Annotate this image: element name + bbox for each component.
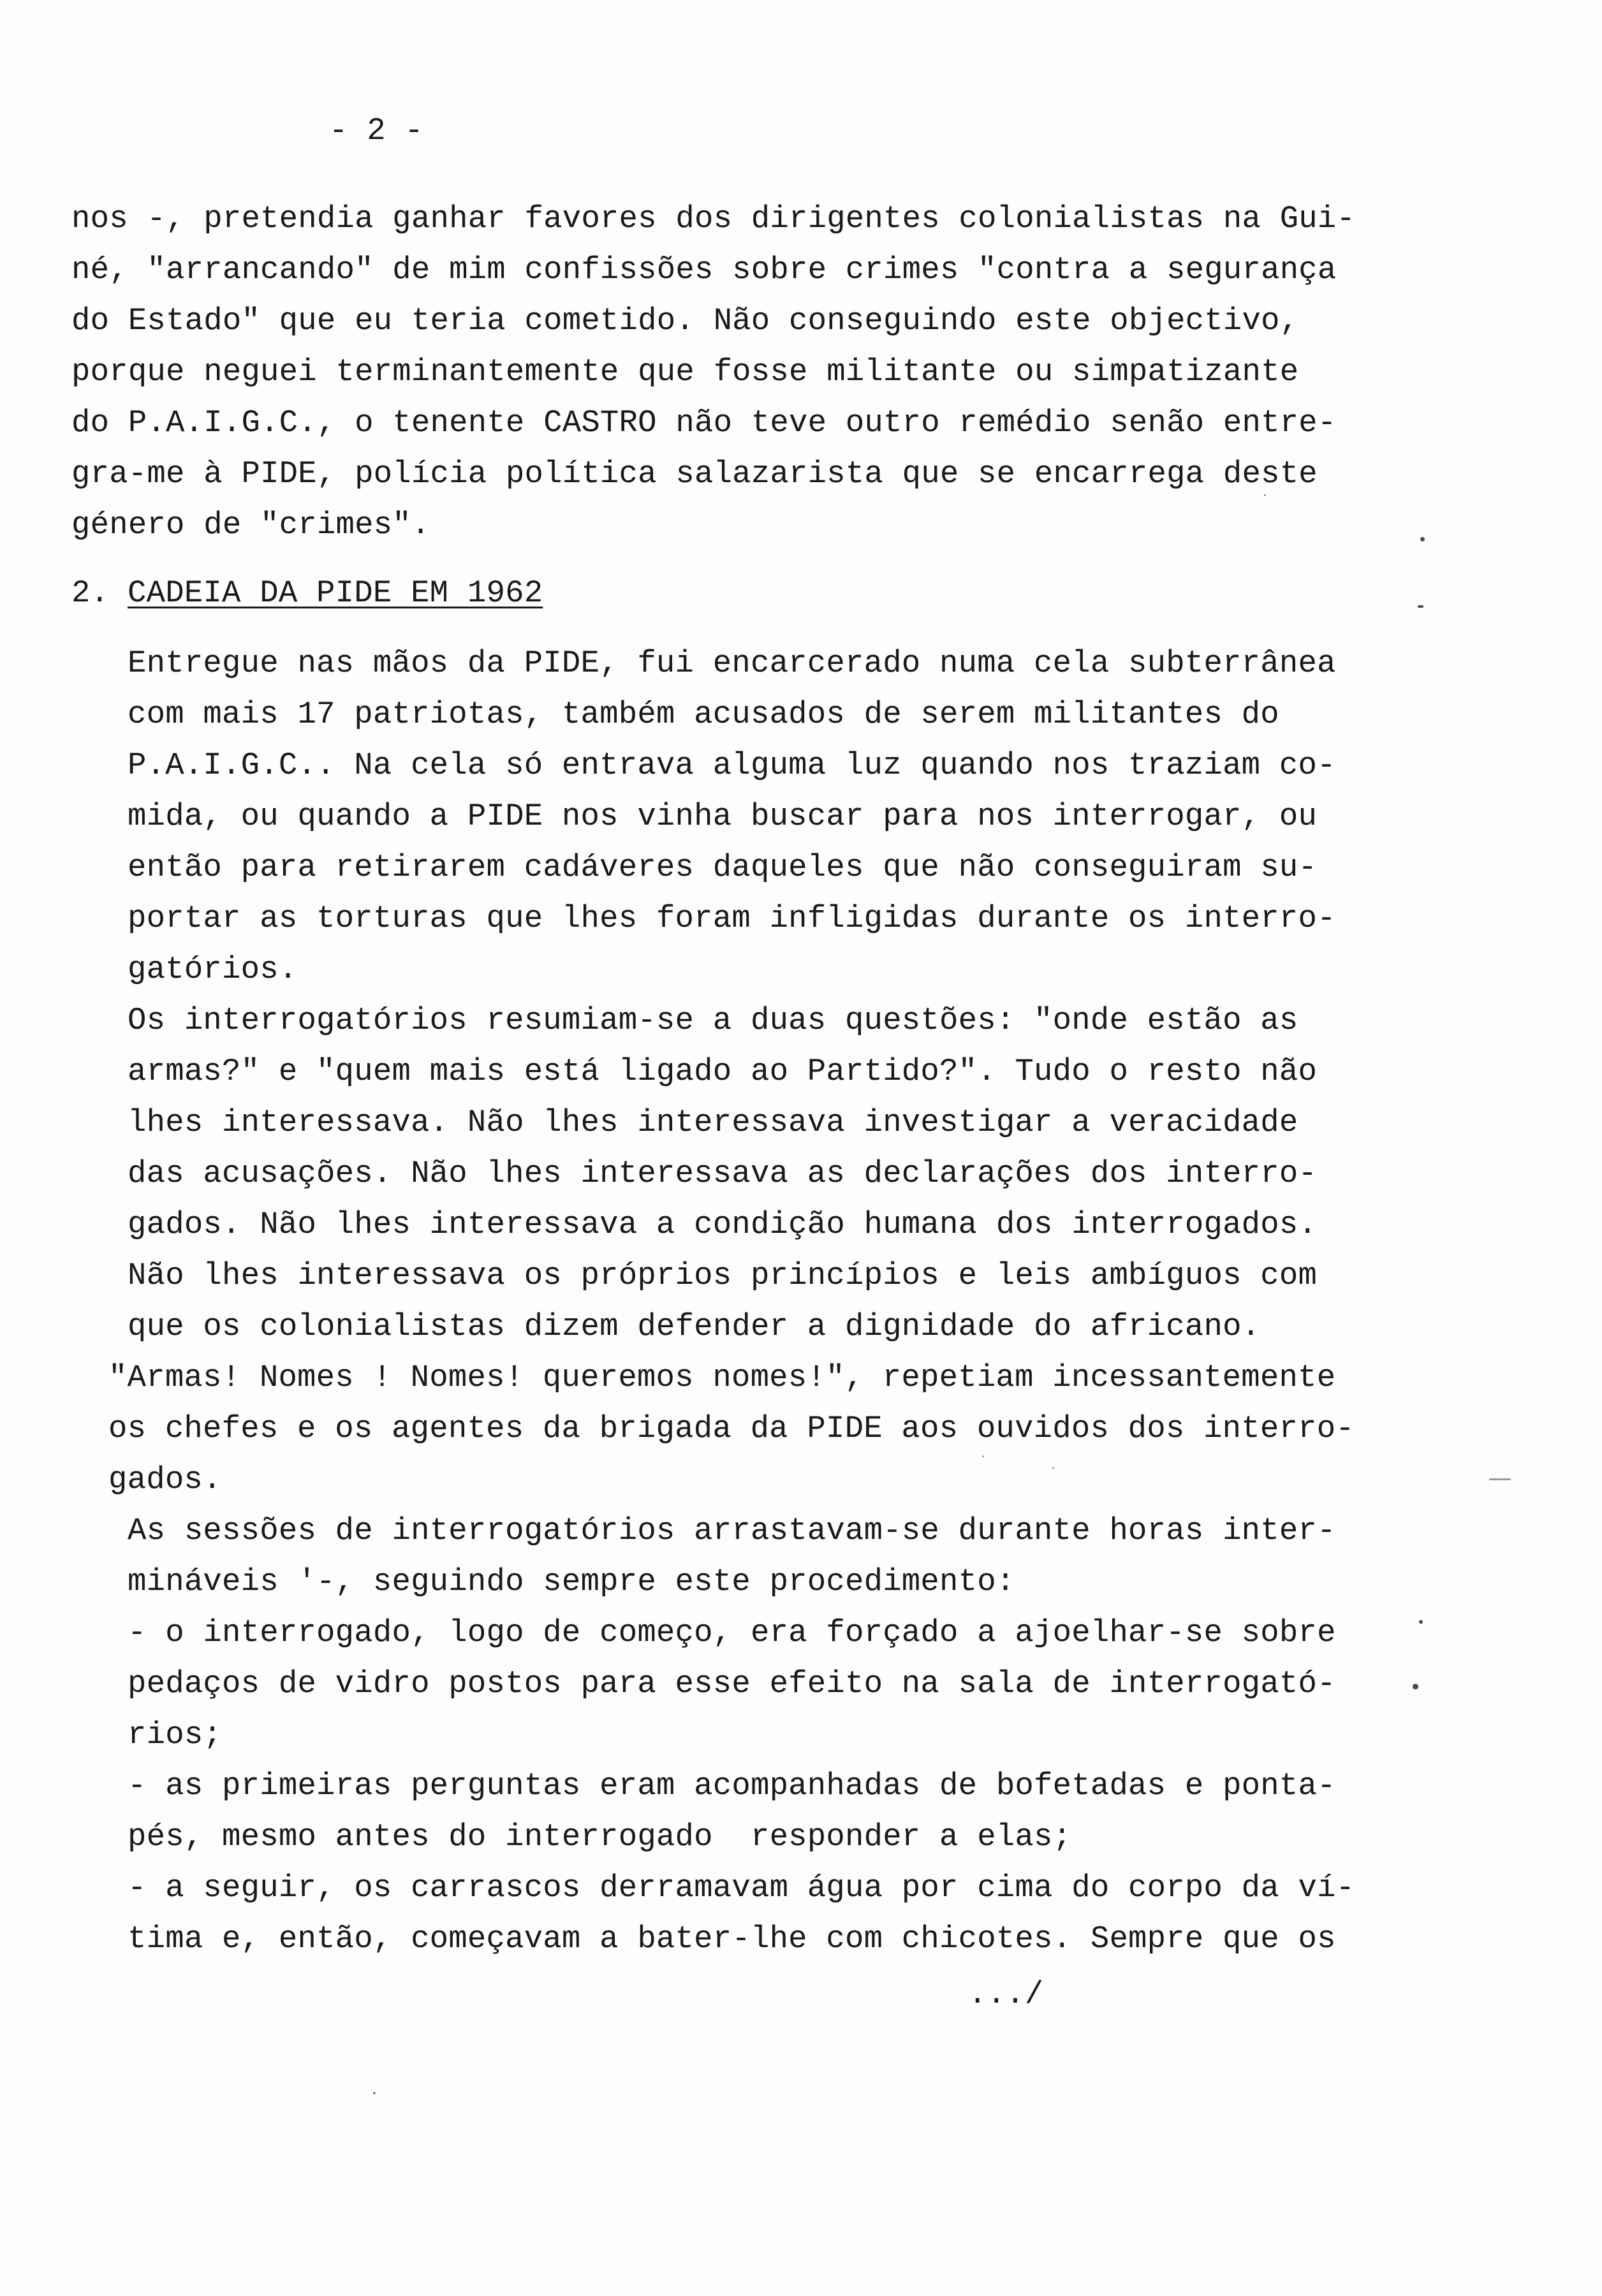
text-line: então para retirarem cadáveres daqueles que não conseguiram su- — [128, 850, 1318, 885]
text-line: tima e, então, começavam a bater-lhe com chicotes. Sempre que os — [128, 1921, 1336, 1957]
text-line: gatórios. — [128, 952, 298, 987]
text-line: os chefes e os agentes da brigada da PIDE aos ouvidos dos interro- — [108, 1411, 1355, 1446]
text-line: mináveis '-, seguindo sempre este procedimento: — [128, 1564, 1015, 1600]
text-line: gra-me à PIDE, polícia política salazarista que se encarrega deste — [71, 456, 1318, 492]
scan-speck — [1419, 1620, 1423, 1624]
scan-speck — [1489, 1478, 1511, 1480]
page-number: - 2 - — [329, 113, 424, 149]
section-title: CADEIA DA PIDE EM 1962 — [128, 575, 543, 611]
text-line: gados. — [108, 1462, 222, 1498]
text-line: - as primeiras perguntas eram acompanhadas de bofetadas e ponta- — [128, 1768, 1336, 1804]
text-line: mida, ou quando a PIDE nos vinha buscar para nos interrogar, ou — [128, 798, 1318, 834]
section-number: 2. — [71, 575, 110, 611]
scan-speck — [373, 2092, 376, 2094]
scan-speck — [1052, 1467, 1054, 1469]
text-line: que os colonialistas dizem defender a dignidade do africano. — [128, 1309, 1261, 1344]
text-line: - o interrogado, logo de começo, era forçado a ajoelhar-se sobre — [128, 1615, 1336, 1651]
continuation-mark: .../ — [968, 1976, 1044, 2012]
text-line: P.A.I.G.C.. Na cela só entrava alguma luz quando nos traziam co- — [128, 747, 1336, 783]
scan-speck — [1420, 537, 1425, 541]
text-line: - a seguir, os carrascos derramavam água por cima do corpo da ví- — [128, 1870, 1355, 1906]
text-line: gados. Não lhes interessava a condição humana dos interrogados. — [128, 1207, 1318, 1242]
text-line: género de "crimes". — [71, 507, 430, 543]
text-line: pedaços de vidro postos para esse efeito na sala de interrogató- — [128, 1666, 1336, 1702]
text-line: do P.A.I.G.C., o tenente CASTRO não teve outro remédio senão entre- — [71, 405, 1337, 441]
text-line: As sessões de interrogatórios arrastavam-se durante horas inter- — [128, 1513, 1336, 1549]
text-line: armas?" e "quem mais está ligado ao Partido?". Tudo o resto não — [128, 1054, 1318, 1089]
text-line: Entregue nas mãos da PIDE, fui encarcerado numa cela subterrânea — [128, 645, 1336, 681]
text-line: do Estado" que eu teria cometido. Não conseguindo este objectivo, — [71, 303, 1299, 339]
text-line: "Armas! Nomes ! Nomes! queremos nomes!", repetiam incessantemente — [108, 1360, 1336, 1395]
text-line: lhes interessava. Não lhes interessava investigar a veracidade — [128, 1105, 1298, 1140]
text-line: rios; — [128, 1717, 223, 1753]
text-line: Não lhes interessava os próprios princípios e leis ambíguos com — [128, 1258, 1318, 1293]
text-line: Os interrogatórios resumiam-se a duas questões: "onde estão as — [128, 1003, 1298, 1038]
text-line: portar as torturas que lhes foram infligidas durante os interro- — [128, 901, 1336, 936]
scan-speck — [1264, 494, 1266, 496]
text-line: pés, mesmo antes do interrogado responder a elas; — [128, 1819, 1072, 1855]
text-line: né, "arrancando" de mim confissões sobre crimes "contra a segurança — [71, 252, 1337, 288]
scan-speck — [1413, 1684, 1418, 1689]
scan-speck — [1418, 605, 1423, 608]
text-line: com mais 17 patriotas, também acusados de serem militantes do — [128, 696, 1279, 732]
text-line: das acusações. Não lhes interessava as declarações dos interro- — [128, 1156, 1318, 1191]
scan-speck — [982, 1455, 984, 1457]
text-line: nos -, pretendia ganhar favores dos dirigentes colonialistas na Gui- — [71, 201, 1356, 237]
text-line: porque neguei terminantemente que fosse militante ou simpatizante — [71, 354, 1299, 390]
